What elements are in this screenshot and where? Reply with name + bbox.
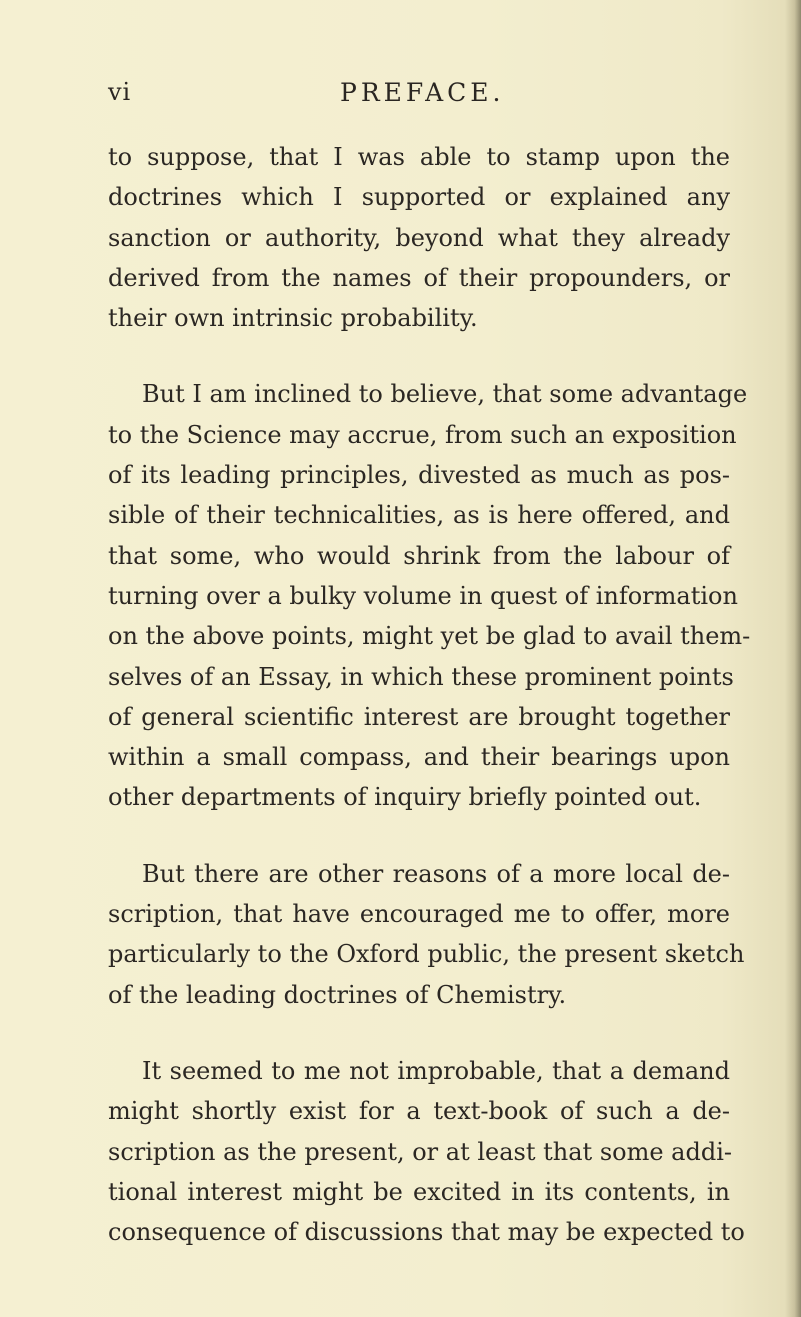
body-text xyxy=(108,137,751,1288)
paragraph-2 xyxy=(108,374,751,817)
text-line: might shortly exist for a text-book of such a de- xyxy=(108,1097,730,1126)
paragraph-3 xyxy=(108,854,745,1015)
paragraph-4 xyxy=(108,1051,745,1252)
text-line: other departments of inquiry briefly pointed out. xyxy=(108,783,702,812)
text-line: to suppose, that I was able to stamp upon the xyxy=(108,143,730,171)
text-line: But there are other reasons of a more local de- xyxy=(142,859,730,888)
page-number: vi xyxy=(108,78,132,106)
text-line: that some, who would shrink from the labour of xyxy=(108,541,730,570)
text-line: of general scientific interest are brought together xyxy=(108,702,730,731)
text-line: sanction or authority, beyond what they already xyxy=(108,223,730,252)
text-line: consequence of discussions that may be expected to xyxy=(108,1218,745,1247)
text-line: selves of an Essay, in which these prominent points xyxy=(108,662,734,691)
running-title: PREFACE. xyxy=(340,78,505,107)
text-line: tional interest might be excited in its contents, in xyxy=(108,1177,730,1206)
text-line: scription, that have encouraged me to offer, more xyxy=(108,900,730,929)
text-line: It seemed to me not improbable, that a demand xyxy=(142,1056,730,1085)
text-line: their own intrinsic probability. xyxy=(108,304,478,333)
text-line: of its leading principles, divested as much as pos- xyxy=(108,461,730,490)
text-line: scription as the present, or at least that some addi- xyxy=(108,1137,732,1166)
text-line: sible of their technicalities, as is here offered, and xyxy=(108,501,730,530)
paragraph-1 xyxy=(108,137,730,338)
text-line: doctrines which I supported or explained any xyxy=(108,183,730,212)
text-line: to the Science may accrue, from such an exposition xyxy=(108,420,737,449)
page-header xyxy=(108,78,728,118)
text-line: particularly to the Oxford public, the present sketch xyxy=(108,940,745,969)
text-line: within a small compass, and their bearings upon xyxy=(108,743,730,772)
text-line: But I am inclined to believe, that some advantage xyxy=(142,380,748,409)
page-edge-shadow xyxy=(785,0,801,1317)
text-line: derived from the names of their propounders, or xyxy=(108,263,730,292)
text-line: on the above points, might yet be glad to avail them- xyxy=(108,622,751,651)
text-line: of the leading doctrines of Chemistry. xyxy=(108,980,567,1009)
text-line: turning over a bulky volume in quest of information xyxy=(108,581,738,610)
